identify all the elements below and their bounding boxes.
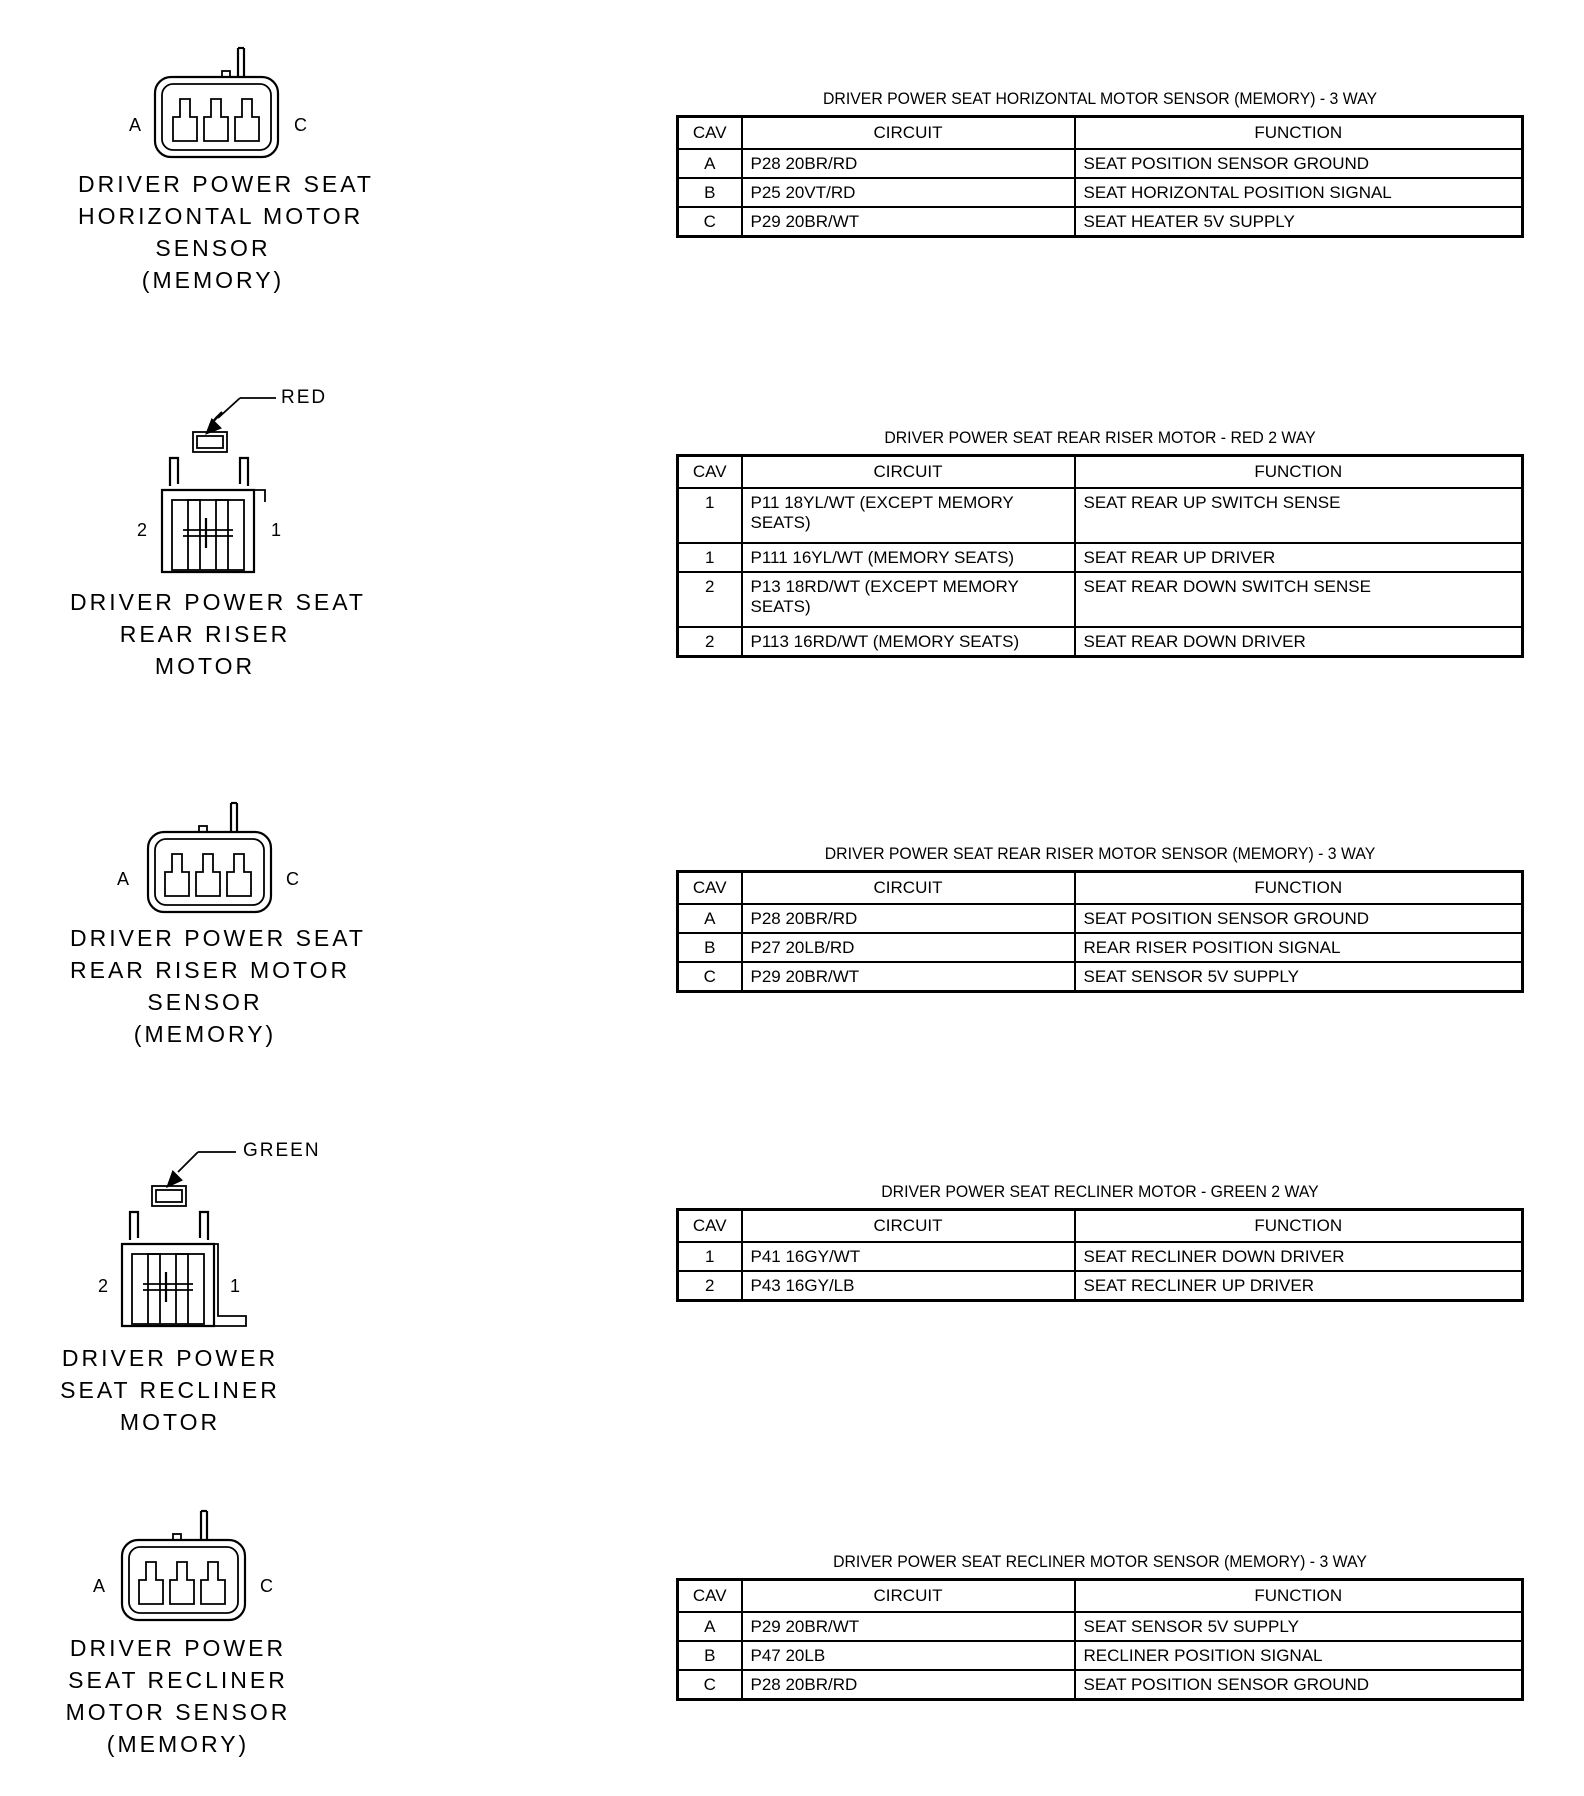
table-header-row — [678, 456, 1523, 489]
table-title: DRIVER POWER SEAT REAR RISER MOTOR SENSOR (MEMORY) - 3 WAY — [824, 844, 1376, 863]
pinout-table — [676, 870, 1524, 993]
cell-cav: 1 — [678, 488, 742, 543]
table-header-row — [678, 1580, 1523, 1613]
cell-cav: B — [678, 933, 742, 962]
header-circuit: CIRCUIT — [742, 117, 1075, 150]
header-function: FUNCTION — [1075, 117, 1523, 150]
table-title: DRIVER POWER SEAT REAR RISER MOTOR - RED 2 WAY — [884, 428, 1316, 447]
header-function: FUNCTION — [1075, 1580, 1523, 1613]
cell-circuit: P47 20LB — [742, 1641, 1075, 1670]
cell-function: SEAT POSITION SENSOR GROUND — [1075, 904, 1523, 933]
cell-function: RECLINER POSITION SIGNAL — [1075, 1641, 1523, 1670]
table-row — [678, 904, 1523, 933]
cell-circuit: P13 18RD/WT (EXCEPT MEMORY SEATS) — [742, 572, 1075, 627]
cell-cav: A — [678, 904, 742, 933]
cell-circuit: P11 18YL/WT (EXCEPT MEMORY SEATS) — [742, 488, 1075, 543]
pin-label-right: 1 — [271, 520, 282, 540]
header-circuit: CIRCUIT — [742, 1210, 1075, 1243]
cell-function: SEAT HEATER 5V SUPPLY — [1075, 207, 1523, 236]
table-row — [678, 933, 1523, 962]
cell-function: SEAT REAR DOWN DRIVER — [1075, 627, 1523, 656]
table-title: DRIVER POWER SEAT RECLINER MOTOR - GREEN 2 WAY — [881, 1182, 1319, 1201]
table-row — [678, 962, 1523, 991]
table-row — [678, 1612, 1523, 1641]
cell-function: SEAT SENSOR 5V SUPPLY — [1075, 962, 1523, 991]
cell-circuit: P111 16YL/WT (MEMORY SEATS) — [742, 543, 1075, 572]
cell-circuit: P29 20BR/WT — [742, 1612, 1075, 1641]
cell-cav: A — [678, 149, 742, 178]
table-header-row — [678, 1210, 1523, 1243]
pin-label-right: C — [260, 1576, 273, 1596]
cell-cav: C — [678, 962, 742, 991]
cell-cav: A — [678, 1612, 742, 1641]
cell-circuit: P28 20BR/RD — [742, 1670, 1075, 1699]
cell-function: SEAT POSITION SENSOR GROUND — [1075, 149, 1523, 178]
pin-label-left: 2 — [98, 1276, 109, 1296]
pin-label-left: A — [93, 1576, 106, 1596]
table-title: DRIVER POWER SEAT HORIZONTAL MOTOR SENSOR (MEMORY) - 3 WAY — [823, 89, 1377, 108]
cell-circuit: P113 16RD/WT (MEMORY SEATS) — [742, 627, 1075, 656]
cell-cav: C — [678, 207, 742, 236]
cell-function: SEAT SENSOR 5V SUPPLY — [1075, 1612, 1523, 1641]
header-cav: CAV — [678, 1210, 742, 1243]
pin-label-right: C — [294, 115, 307, 135]
pinout-table — [676, 454, 1524, 658]
header-cav: CAV — [678, 1580, 742, 1613]
cell-circuit: P29 20BR/WT — [742, 207, 1075, 236]
header-function: FUNCTION — [1075, 1210, 1523, 1243]
header-function: FUNCTION — [1075, 872, 1523, 905]
table-row — [678, 178, 1523, 207]
header-cav: CAV — [678, 872, 742, 905]
table-header-row — [678, 872, 1523, 905]
cell-function: REAR RISER POSITION SIGNAL — [1075, 933, 1523, 962]
cell-cav: C — [678, 1670, 742, 1699]
pinout-table — [676, 1208, 1524, 1302]
pin-label-right: C — [286, 869, 299, 889]
cell-circuit: P25 20VT/RD — [742, 178, 1075, 207]
cell-function: SEAT REAR UP SWITCH SENSE — [1075, 488, 1523, 543]
cell-circuit: P28 20BR/RD — [742, 149, 1075, 178]
table-row — [678, 627, 1523, 656]
table-row — [678, 572, 1523, 627]
header-circuit: CIRCUIT — [742, 872, 1075, 905]
cell-circuit: P27 20LB/RD — [742, 933, 1075, 962]
color-label: GREEN — [243, 1140, 321, 1161]
table-row — [678, 543, 1523, 572]
header-circuit: CIRCUIT — [742, 1580, 1075, 1613]
cell-function: SEAT REAR UP DRIVER — [1075, 543, 1523, 572]
header-function: FUNCTION — [1075, 456, 1523, 489]
pin-label-left: A — [117, 869, 130, 889]
connector-label: DRIVER POWER SEAT HORIZONTAL MOTOR SENSOR (MEMORY) — [78, 171, 374, 293]
cell-cav: B — [678, 1641, 742, 1670]
table-row — [678, 488, 1523, 543]
cell-cav: 2 — [678, 572, 742, 627]
table-row — [678, 1242, 1523, 1271]
cell-function: SEAT POSITION SENSOR GROUND — [1075, 1670, 1523, 1699]
table-row — [678, 207, 1523, 236]
header-cav: CAV — [678, 456, 742, 489]
table-row — [678, 1641, 1523, 1670]
pinout-table — [676, 115, 1524, 238]
pin-label-right: 1 — [230, 1276, 241, 1296]
cell-cav: B — [678, 178, 742, 207]
cell-function: SEAT RECLINER UP DRIVER — [1075, 1271, 1523, 1300]
connector-label: DRIVER POWER SEAT REAR RISER MOTOR SENSOR (MEMORY) — [70, 925, 366, 1047]
header-circuit: CIRCUIT — [742, 456, 1075, 489]
connector-label: DRIVER POWER SEAT RECLINER MOTOR — [60, 1345, 280, 1435]
cell-circuit: P28 20BR/RD — [742, 904, 1075, 933]
table-row — [678, 149, 1523, 178]
pin-label-left: A — [129, 115, 142, 135]
three-way-connector-icon — [0, 0, 1, 1]
table-header-row — [678, 117, 1523, 150]
cell-cav: 1 — [678, 543, 742, 572]
cell-function: SEAT RECLINER DOWN DRIVER — [1075, 1242, 1523, 1271]
table-row — [678, 1670, 1523, 1699]
cell-cav: 1 — [678, 1242, 742, 1271]
connector-label: DRIVER POWER SEAT REAR RISER MOTOR — [70, 589, 366, 679]
cell-circuit: P41 16GY/WT — [742, 1242, 1075, 1271]
cell-circuit: P43 16GY/LB — [742, 1271, 1075, 1300]
header-cav: CAV — [678, 117, 742, 150]
table-title: DRIVER POWER SEAT RECLINER MOTOR SENSOR (MEMORY) - 3 WAY — [833, 1552, 1367, 1571]
cell-function: SEAT HORIZONTAL POSITION SIGNAL — [1075, 178, 1523, 207]
pin-label-left: 2 — [137, 520, 148, 540]
cell-cav: 2 — [678, 1271, 742, 1300]
cell-function: SEAT REAR DOWN SWITCH SENSE — [1075, 572, 1523, 627]
table-row — [678, 1271, 1523, 1300]
cell-cav: 2 — [678, 627, 742, 656]
connector-label: DRIVER POWER SEAT RECLINER MOTOR SENSOR (MEMORY) — [65, 1635, 291, 1757]
cell-circuit: P29 20BR/WT — [742, 962, 1075, 991]
color-label: RED — [281, 387, 328, 408]
pinout-table — [676, 1578, 1524, 1701]
